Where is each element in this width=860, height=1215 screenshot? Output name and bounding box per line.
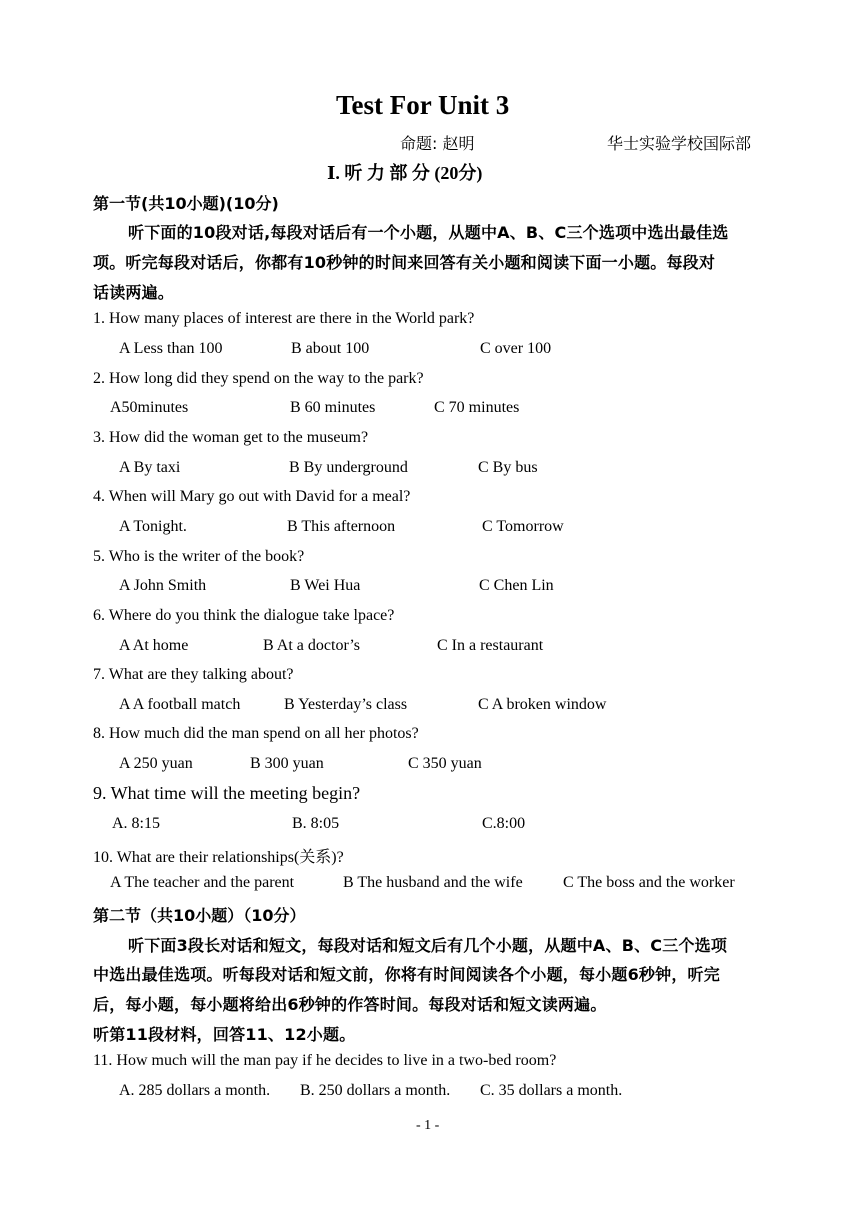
option-b: B 300 yuan xyxy=(250,755,324,772)
option-c: C 350 yuan xyxy=(408,755,482,772)
option-c: C The boss and the worker xyxy=(563,874,735,891)
question-text: 7. What are they talking about? xyxy=(93,666,294,683)
section2-instruction-line: 听下面3段长对话和短文，每段对话和短文后有几个小题，从题中A、B、C三个选项 xyxy=(128,936,728,955)
question-text: 2. How long did they spend on the way to the park? xyxy=(93,370,424,387)
option-c: C Tomorrow xyxy=(482,518,564,535)
section1-instruction-line: 听下面的10段对话,每段对话后有一个小题，从题中A、B、C三个选项中选出最佳选 xyxy=(128,223,729,242)
page-number: - 1 - xyxy=(416,1118,440,1133)
option-b: B Wei Hua xyxy=(290,577,361,594)
option-c: C A broken window xyxy=(478,696,607,713)
option-a: A At home xyxy=(119,637,189,654)
option-c: C 70 minutes xyxy=(434,399,520,416)
question-text: 10. What are their relationships(关系)? xyxy=(93,849,344,866)
section1-heading: 第一节(共10小题)(10分) xyxy=(93,194,279,213)
question-text: 5. Who is the writer of the book? xyxy=(93,548,305,565)
option-b: B Yesterday’s class xyxy=(284,696,408,713)
section1-instruction-line: 话读两遍。 xyxy=(93,283,175,302)
option-a: A 250 yuan xyxy=(119,755,193,772)
option-b: B At a doctor’s xyxy=(263,637,361,654)
option-b: B By underground xyxy=(289,459,408,476)
question-text: 6. Where do you think the dialogue take lpace? xyxy=(93,607,395,624)
section1-instruction-line: 项。听完每段对话后，你都有10秒钟的时间来回答有关小题和阅读下面一小题。每段对 xyxy=(93,253,716,272)
school-name: 华士实验学校国际部 xyxy=(607,134,752,153)
option-a: A A football match xyxy=(119,696,241,713)
option-a: A Less than 100 xyxy=(119,340,223,357)
page-title: Test For Unit 3 xyxy=(336,90,510,120)
option-b: B 60 minutes xyxy=(290,399,376,416)
option-a: A Tonight. xyxy=(119,518,187,535)
option-a: A John Smith xyxy=(119,577,207,594)
option-b: B. 250 dollars a month. xyxy=(300,1082,451,1099)
option-c: C. 35 dollars a month. xyxy=(480,1082,623,1099)
question-text: 8. How much did the man spend on all her photos? xyxy=(93,725,419,742)
option-b: B. 8:05 xyxy=(292,815,340,832)
option-c: C By bus xyxy=(478,459,538,476)
author-line: 命题: 赵明 xyxy=(400,134,475,153)
part-heading: Ⅰ. 听 力 部 分 (20分) xyxy=(327,163,483,183)
option-a: A. 285 dollars a month. xyxy=(119,1082,271,1099)
section2-instruction-line: 中选出最佳选项。听每段对话和短文前，你将有时间阅读各个小题，每小题6秒钟，听完 xyxy=(93,965,720,984)
option-c: C In a restaurant xyxy=(437,637,544,654)
option-b: B The husband and the wife xyxy=(343,874,523,891)
option-a: A The teacher and the parent xyxy=(110,874,295,891)
question-text: 9. What time will the meeting begin? xyxy=(93,783,361,803)
option-a: A50minutes xyxy=(110,399,189,416)
question-text: 11. How much will the man pay if he decides to live in a two-bed room? xyxy=(93,1052,557,1069)
option-c: C.8:00 xyxy=(482,815,526,832)
question-text: 3. How did the woman get to the museum? xyxy=(93,429,369,446)
material-note: 听第11段材料，回答11、12小题。 xyxy=(93,1025,356,1044)
option-c: C Chen Lin xyxy=(479,577,554,594)
option-a: A By taxi xyxy=(119,459,181,476)
option-c: C over 100 xyxy=(480,340,552,357)
option-b: B about 100 xyxy=(291,340,370,357)
section2-instruction-line: 后，每小题，每小题将给出6秒钟的作答时间。每段对话和短文读两遍。 xyxy=(93,995,607,1014)
section2-heading: 第二节（共10小题）（10分） xyxy=(93,906,306,925)
question-text: 4. When will Mary go out with David for a meal? xyxy=(93,488,411,505)
option-a: A. 8:15 xyxy=(112,815,160,832)
question-text: 1. How many places of interest are there in the World park? xyxy=(93,310,475,327)
option-b: B This afternoon xyxy=(287,518,396,535)
